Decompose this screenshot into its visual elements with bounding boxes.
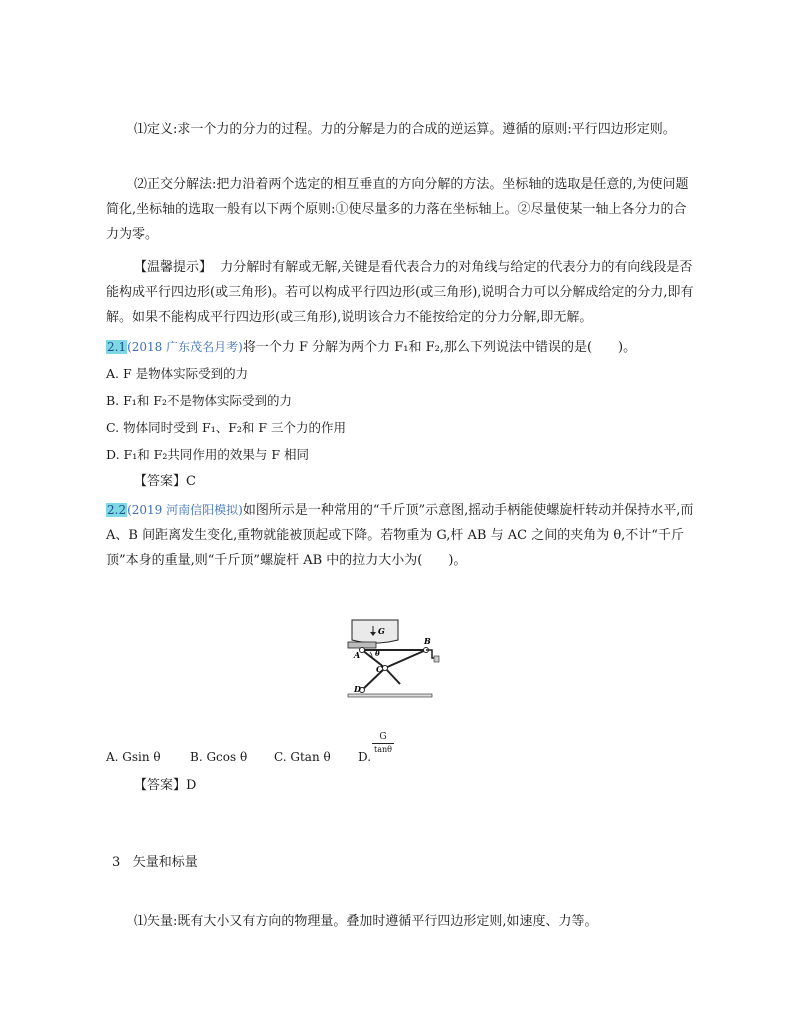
arm-bc xyxy=(385,650,426,668)
question-2-2-stem xyxy=(106,498,694,573)
question-number-badge: 2.1 xyxy=(107,340,127,354)
answer-2-1: 【答案】C xyxy=(134,474,196,489)
arm-lower xyxy=(385,668,400,684)
choice-d: D. xyxy=(358,750,372,764)
choice-c: C. Gtan θ xyxy=(274,750,331,764)
fraction-numerator: G xyxy=(372,732,394,744)
choice-d-fraction xyxy=(372,732,394,755)
question-source: (2018 广东茂名月考) xyxy=(127,340,243,354)
label-d: D xyxy=(354,684,361,694)
label-theta: θ xyxy=(375,649,380,658)
load-outline xyxy=(352,620,398,643)
section-number: 3 xyxy=(112,855,121,870)
choice-b: B. Gcos θ xyxy=(190,750,248,764)
option-c: C. 物体同时受到 F₁、F₂和 F 三个力的作用 xyxy=(106,420,347,435)
label-a: A xyxy=(354,650,361,660)
question-text: 如图所示是一种常用的“千斤顶”示意图,摇动手柄能使螺旋杆转动并保持水平,而 A、B 间距离发生变化,重物就能被顶起或下降。若物重为 G,杆 AB 与 AC 之间的夹角为 θ,不计“千斤顶”本身的重量,则“千斤顶”螺旋杆 AB 中的拉力大小为( )。 xyxy=(106,503,694,568)
question-source: (2019 河南信阳模拟) xyxy=(127,503,243,517)
label-g: G xyxy=(378,626,385,636)
vector-definition-paragraph: ⑴矢量:既有大小又有方向的物理量。叠加时遵循平行四边形定则,如速度、力等。 xyxy=(134,914,598,929)
option-a: A. F 是物体实际受到的力 xyxy=(106,366,249,381)
option-b: B. F₁和 F₂不是物体实际受到的力 xyxy=(106,393,292,408)
base-ground xyxy=(348,694,432,697)
definition-paragraph: ⑴定义:求一个力的分力的过程。力的分解是力的合成的逆运算。遵循的原则:平行四边形定则。 xyxy=(134,122,676,137)
crank-grip xyxy=(434,656,439,662)
fraction-denominator: tanθ xyxy=(374,745,392,754)
answer-2-2: 【答案】D xyxy=(134,778,197,793)
label-c: C xyxy=(376,664,383,674)
question-number-badge: 2.2 xyxy=(107,503,127,517)
label-b: B xyxy=(424,636,431,646)
orthogonal-decomposition-paragraph: ⑵正交分解法:把力沿着两个选定的相互垂直的方向分解的方法。坐标轴的选取是任意的,为使问题简化,坐标轴的选取一般有以下两个原则:①使尽量多的力落在坐标轴上。②尽量使某一轴上各分力的合力为零。 xyxy=(106,177,689,242)
question-text: 将一个力 F 分解为两个力 F₁和 F₂,那么下列说法中错误的是( )。 xyxy=(242,340,637,355)
tip-text: 力分解时有解或无解,关键是看代表合力的对角线与给定的代表分力的有向线段是否能构成平行四边形(或三角形)。若可以构成平行四边形(或三角形),说明合力可以分解成给定的分力,即有解。如果不能构成平行四边形(或三角形),说明该合力不能按给定的分力分解,即无解。 xyxy=(106,260,694,325)
choice-a: A. Gsin θ xyxy=(106,750,161,764)
joint-a xyxy=(360,648,365,653)
tip-label: 【温馨提示】 xyxy=(134,260,213,275)
question-2-2-choices xyxy=(106,748,371,766)
tip-paragraph xyxy=(106,255,694,330)
question-2-1-stem xyxy=(106,337,696,358)
jack-diagram xyxy=(340,618,440,700)
section-3-heading xyxy=(112,853,702,873)
joint-c xyxy=(383,666,388,671)
section-title: 矢量和标量 xyxy=(132,855,198,870)
option-d: D. F₁和 F₂共同作用的效果与 F 相同 xyxy=(106,447,309,462)
